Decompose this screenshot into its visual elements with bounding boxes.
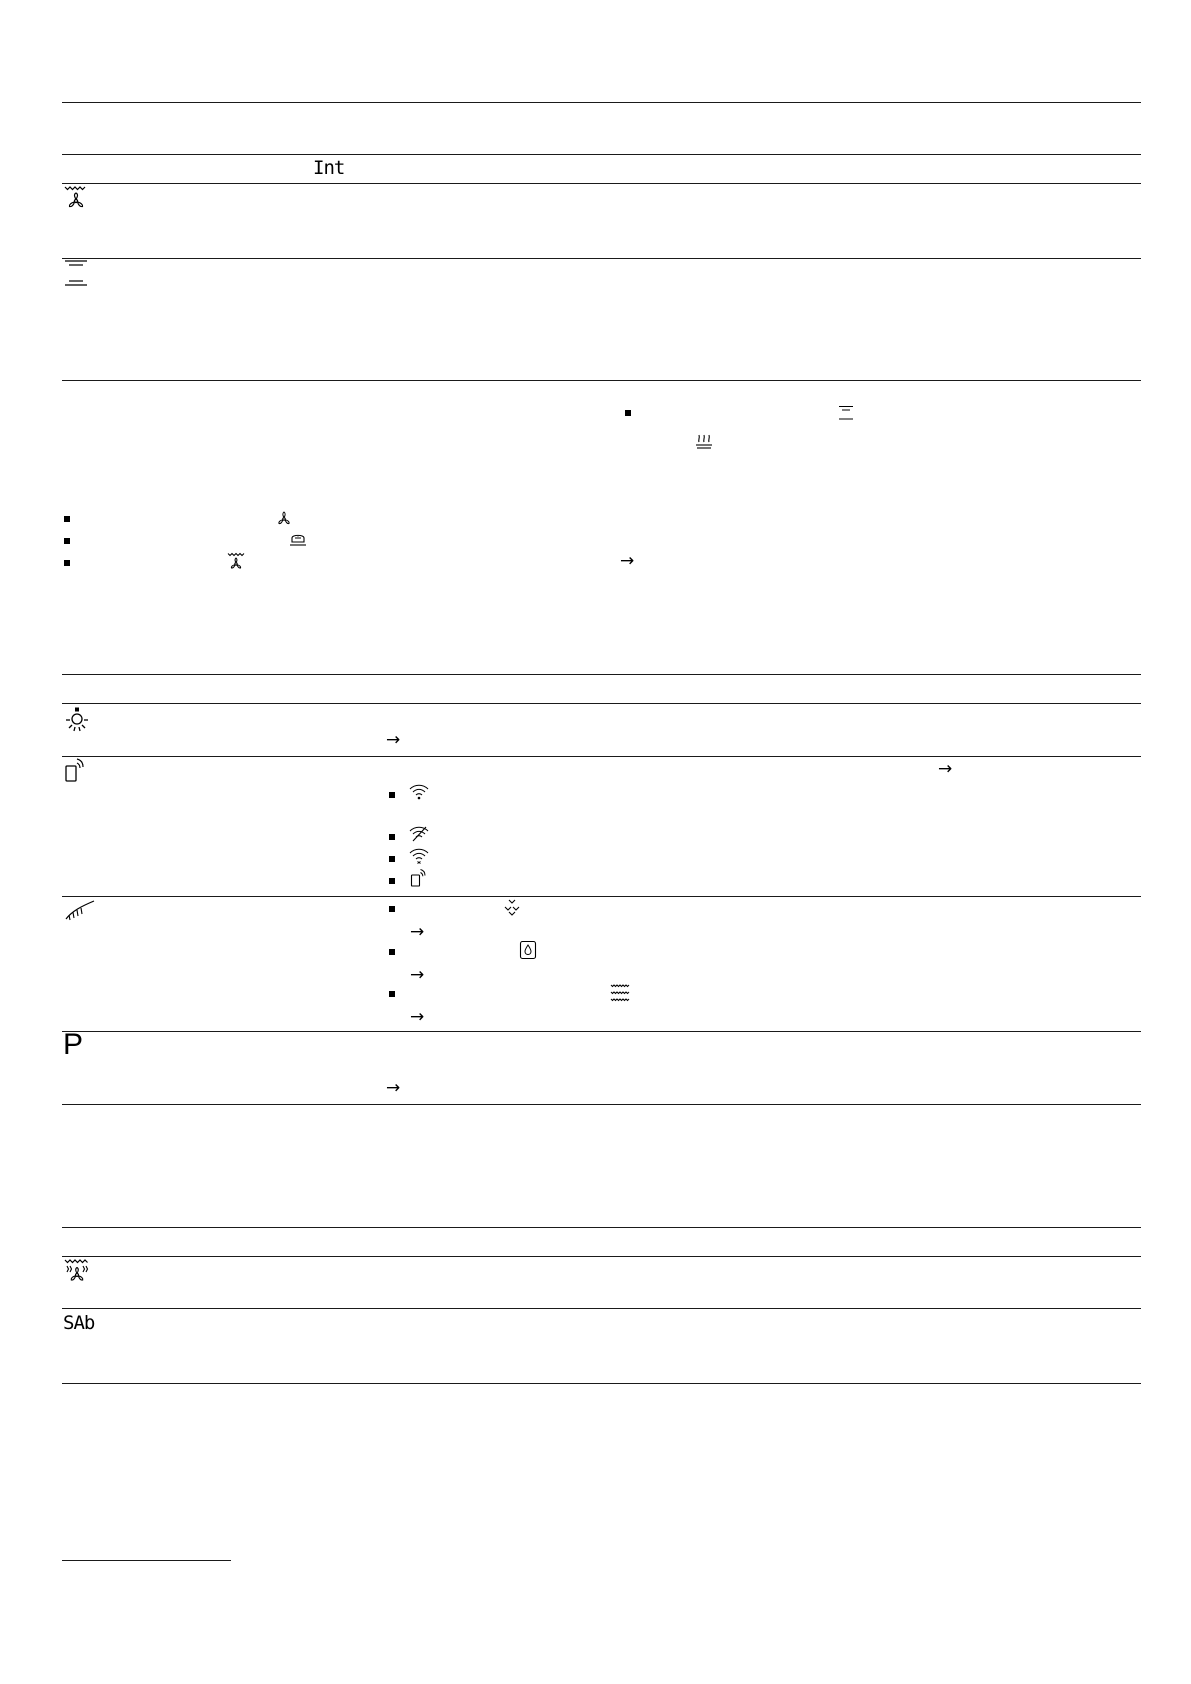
- table1-bottom-rule: [62, 380, 1141, 381]
- water-tank-icon: [519, 940, 537, 960]
- remote-bullet-2: [389, 834, 395, 840]
- oven-light-icon: [64, 706, 90, 734]
- top-bottom-heat-icon: [64, 259, 88, 289]
- clean-bullet-2: [389, 949, 395, 955]
- cleaning-icon: [64, 898, 96, 922]
- steam-fan-grill-icon: [64, 1257, 90, 1285]
- light-row-arrow: →: [386, 730, 401, 750]
- fan-icon: [275, 509, 293, 527]
- int-display-icon: Int: [313, 157, 345, 179]
- table2-top-rule: [62, 674, 1141, 675]
- table2-row3-rule: [62, 1031, 1141, 1032]
- table3-header-rule: [62, 1256, 1141, 1257]
- table2-row1-rule: [62, 756, 1141, 757]
- plate-warming-icon: [695, 433, 713, 451]
- p-letter-icon: P: [63, 1028, 84, 1061]
- table3-row1-rule: [62, 1308, 1141, 1309]
- table1-row1-rule: [62, 183, 1141, 184]
- remote-bullet-3: [389, 856, 395, 862]
- table1-header-rule: [62, 154, 1141, 155]
- remote-row-arrow: →: [938, 759, 953, 779]
- table3-bottom-rule: [62, 1383, 1141, 1384]
- fan-grill-icon: [64, 184, 88, 212]
- right-column-bullet: [625, 410, 631, 416]
- wifi-icon: [409, 783, 429, 801]
- clean-arrow-2: →: [410, 965, 425, 985]
- fan-grill-small-icon: [227, 551, 245, 571]
- p-row-arrow: →: [386, 1078, 401, 1098]
- table3-top-rule: [62, 1227, 1141, 1228]
- remote-bullet-1: [389, 792, 395, 798]
- clean-arrow-3: →: [410, 1007, 425, 1027]
- table2-header-rule: [62, 703, 1141, 704]
- clean-bullet-1: [389, 906, 395, 912]
- table2-bottom-rule: [62, 1104, 1141, 1105]
- table1-top-rule: [62, 102, 1141, 103]
- cross-reference-arrow: →: [620, 551, 635, 571]
- remote-start-small-icon: [410, 868, 426, 888]
- footnote-separator: [62, 1560, 231, 1561]
- top-heat-small-icon: [838, 405, 854, 421]
- clean-arrow-1: →: [410, 922, 425, 942]
- drying-icon: [610, 983, 630, 1003]
- remote-start-icon: [64, 757, 84, 783]
- table2-row2-rule: [62, 896, 1141, 897]
- wifi-off-icon: [409, 825, 429, 843]
- list-bullet-1: [64, 516, 70, 522]
- sabbath-display-icon: SAb: [63, 1312, 95, 1334]
- wifi-connecting-icon: [409, 847, 429, 865]
- remote-bullet-4: [389, 878, 395, 884]
- bread-baking-icon: [289, 532, 307, 548]
- descale-icon: [502, 898, 522, 918]
- clean-bullet-3: [389, 991, 395, 997]
- list-bullet-3: [64, 560, 70, 566]
- list-bullet-2: [64, 538, 70, 544]
- table1-row2-rule: [62, 258, 1141, 259]
